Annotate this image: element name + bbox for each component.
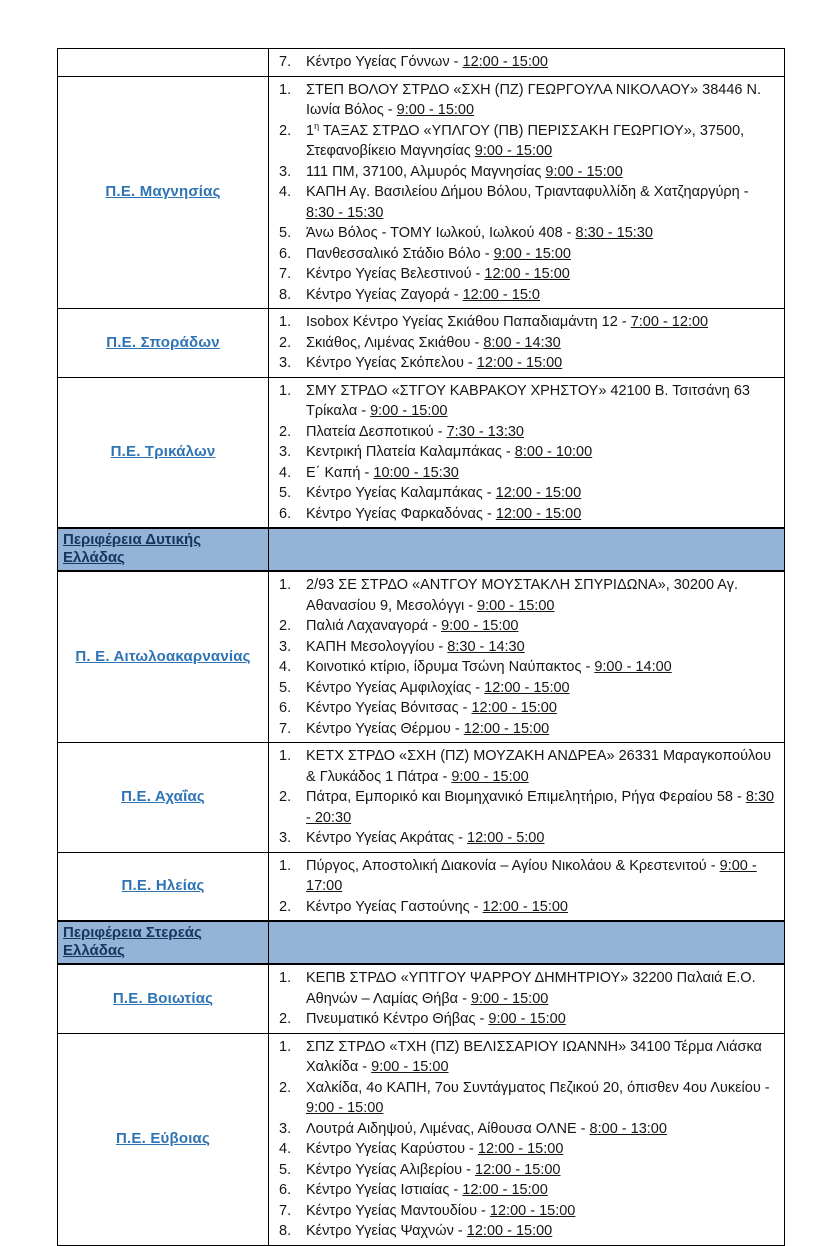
region-cell <box>58 852 269 921</box>
list-item <box>269 719 780 740</box>
item-text: Κοινοτικό κτίριο, ίδρυμα Τσώνη Ναύπακτος - 9:00 - 14:00 <box>306 659 672 675</box>
region-link[interactable]: Π.Ε. Σποράδων <box>106 333 220 351</box>
item-text: ΚΑΠΗ Μεσολογγίου - 8:30 - 14:30 <box>306 638 525 655</box>
item-text: ΚΕΠΒ ΣΤΡΔΟ «ΥΠΤΓΟΥ ΨΑΡΡΟΥ ΔΗΜΗΤΡΙΟΥ» 32200 Παλαιά Ε.Ο. Αθηνών – Λαμίας Θήβα - 9:00 - 15:00 <box>306 970 756 1007</box>
region-group-header-spacer <box>269 921 785 964</box>
region-row <box>58 309 785 378</box>
region-row <box>58 743 785 853</box>
list-item <box>269 1180 780 1201</box>
item-hours: 8:00 - 14:30 <box>483 334 561 351</box>
item-number: 5. <box>279 485 292 501</box>
item-number: 6. <box>279 505 292 522</box>
items-cell <box>269 76 785 309</box>
region-row <box>58 76 785 309</box>
item-hours: 9:00 - 15:00 <box>396 102 475 118</box>
item-number: 6. <box>279 245 292 262</box>
list-item <box>269 616 780 637</box>
region-row <box>58 964 785 1033</box>
item-number: 7. <box>279 1202 292 1219</box>
item-hours: 9:00 - 15:00 <box>370 403 448 419</box>
item-number: 1. <box>279 382 292 399</box>
list-item <box>269 746 780 787</box>
item-number: 2. <box>279 898 292 915</box>
item-number: 1. <box>279 748 292 764</box>
item-hours: 12:00 - 15:0 <box>462 286 540 303</box>
region-group-label[interactable]: Περιφέρεια Στερεάς Ελλάδας <box>63 924 202 959</box>
list-item <box>269 678 780 699</box>
item-hours: 12:00 - 15:00 <box>495 505 582 522</box>
item-hours: 7:30 - 13:30 <box>446 423 524 440</box>
item-text: Κέντρο Υγείας Ακράτας - 12:00 - 5:00 <box>306 830 545 846</box>
region-row <box>58 571 785 743</box>
list-item <box>269 657 780 678</box>
region-cell <box>58 1033 269 1245</box>
list-item <box>269 442 780 463</box>
region-group-header-cell <box>58 921 269 964</box>
region-cell <box>58 377 269 528</box>
list-item <box>269 52 780 73</box>
item-number: 7. <box>279 54 292 70</box>
items-cell <box>269 1033 785 1245</box>
region-row <box>58 852 785 921</box>
region-group-label[interactable]: Περιφέρεια Δυτικής Ελλάδας <box>63 531 201 566</box>
region-cell <box>58 571 269 743</box>
item-text: Παλιά Λαχαναγορά - 9:00 - 15:00 <box>306 618 519 634</box>
list-item <box>269 80 780 121</box>
list-item <box>269 856 780 897</box>
items-cell <box>269 852 785 921</box>
item-hours: 12:00 - 15:00 <box>462 54 548 70</box>
items-cell <box>269 49 785 77</box>
item-number: 8. <box>279 286 292 303</box>
item-number: 4. <box>279 1141 292 1157</box>
item-hours: 10:00 - 15:30 <box>373 464 459 481</box>
region-row <box>58 1033 785 1245</box>
item-hours: 12:00 - 15:00 <box>463 720 550 737</box>
list-item <box>269 787 780 828</box>
item-hours: 12:00 - 15:00 <box>471 700 557 716</box>
list-item <box>269 1009 780 1030</box>
item-number: 8. <box>279 1223 292 1239</box>
item-text: 111 ΠΜ, 37100, Αλμυρός Μαγνησίας 9:00 - 15:00 <box>306 163 623 180</box>
item-number: 2. <box>279 1011 292 1027</box>
item-hours: 9:00 - 17:00 <box>306 857 757 894</box>
item-hours: 8:30 - 14:30 <box>447 638 525 655</box>
list-item <box>269 483 780 504</box>
item-text: ΚΕΤΧ ΣΤΡΔΟ «ΣΧΗ (ΠΖ) ΜΟΥΖΑΚΗ ΑΝΔΡΕΑ» 26331 Μαραγκοπούλου & Γλυκάδος 1 Πάτρα - 9:00 - 15:00 <box>306 748 772 785</box>
region-link[interactable]: Π.Ε. Αχαΐας <box>121 788 205 806</box>
item-text: Isobox Κέντρο Υγείας Σκιάθου Παπαδιαμάντη 12 - 7:00 - 12:00 <box>306 314 709 330</box>
region-link[interactable]: Π.Ε. Εύβοιας <box>116 1130 210 1147</box>
item-hours: 9:00 - 15:00 <box>306 1100 384 1116</box>
list-item <box>269 1139 780 1160</box>
item-hours: 8:30 - 15:30 <box>306 204 384 221</box>
item-hours: 9:00 - 15:00 <box>441 618 519 634</box>
item-text: Κέντρο Υγείας Βόνιτσας - 12:00 - 15:00 <box>306 700 557 716</box>
item-hours: 12:00 - 5:00 <box>467 830 545 846</box>
list-item <box>269 575 780 616</box>
item-hours: 8:30 - 15:30 <box>575 225 653 241</box>
table-body <box>58 49 785 1246</box>
superscript: η <box>314 120 320 131</box>
item-hours: 9:00 - 15:00 <box>545 163 623 180</box>
list-item <box>269 463 780 484</box>
item-number: 1. <box>279 314 292 330</box>
region-link[interactable]: Π.Ε. Τρικάλων <box>110 443 216 461</box>
item-text: 2/93 ΣΕ ΣΤΡΔΟ «ΑΝΤΓΟΥ ΜΟΥΣΤΑΚΛΗ ΣΠΥΡΙΔΩΝΑ», 30200 Αγ. Αθανασίου 9, Μεσολόγγι - 9:00 - 15:00 <box>306 577 738 614</box>
item-text: ΣΠΖ ΣΤΡΔΟ «ΤΧΗ (ΠΖ) ΒΕΛΙΣΣΑΡΙΟΥ ΙΩΑΝΝΗ» 34100 Τέρμα Λιάσκα Χαλκίδα - 9:00 - 15:00 <box>306 1038 762 1075</box>
item-number: 2. <box>279 334 292 351</box>
list-item <box>269 182 780 223</box>
region-cell <box>58 309 269 378</box>
item-text: $1^\eta$ ΤΑΞΑΣ ΣΤΡΔΟ «ΥΠΛΓΟΥ (ΠΒ) ΠΕΡΙΣΣΑΚΗ ΓΕΩΡΓΙΟΥ», 37500, Στεφανοβίκειο Μαγνησίας 9:00 - 15:00 <box>306 120 745 159</box>
item-hours: 8:00 - 10:00 <box>514 444 593 460</box>
item-number: 7. <box>279 720 292 737</box>
items-cell <box>269 571 785 743</box>
item-text: Πάτρα, Εμπορικό και Βιομηχανικό Επιμελητήριο, Ρήγα Φεραίου 58 - 8:30 - 20:30 <box>306 789 775 826</box>
item-hours: 12:00 - 15:00 <box>476 355 563 371</box>
vaccination-locations-table <box>57 48 785 1246</box>
item-number: 4. <box>279 464 292 481</box>
item-hours: 12:00 - 15:00 <box>489 1202 576 1219</box>
item-number: 3. <box>279 163 292 180</box>
region-group-header-row <box>58 921 785 964</box>
item-hours: 8:30 - 20:30 <box>306 789 775 826</box>
items-cell <box>269 964 785 1033</box>
item-number: 1. <box>279 81 292 98</box>
item-text: Κέντρο Υγείας Ιστιαίας - 12:00 - 15:00 <box>306 1182 548 1198</box>
item-hours: 9:00 - 15:00 <box>371 1059 449 1075</box>
list-item <box>269 244 780 265</box>
item-hours: 9:00 - 15:00 <box>493 245 571 262</box>
items-cell <box>269 309 785 378</box>
item-text: ΣΤΕΠ ΒΟΛΟΥ ΣΤΡΔΟ «ΣΧΗ (ΠΖ) ΓΕΩΡΓΟΥΛΑ ΝΙΚΟΛΑΟΥ» 38446 Ν. Ιωνία Βόλος - 9:00 - 15:00 <box>306 81 761 118</box>
item-number: 6. <box>279 1182 292 1198</box>
list-item <box>269 121 780 162</box>
item-hours: 12:00 - 15:00 <box>466 1223 553 1239</box>
item-number: 3. <box>279 1120 292 1137</box>
item-text: Κέντρο Υγείας Ψαχνών - 12:00 - 15:00 <box>306 1223 553 1239</box>
region-row <box>58 377 785 528</box>
items-cell <box>269 377 785 528</box>
region-group-header-cell <box>58 528 269 571</box>
item-number: 5. <box>279 1161 292 1178</box>
item-hours: 12:00 - 15:00 <box>477 1141 564 1157</box>
item-text: Χαλκίδα, 4ο ΚΑΠΗ, 7ου Συντάγματος Πεζικού 20, όπισθεν 4ου Λυκείου - 9:00 - 15:00 <box>306 1079 770 1116</box>
item-number: 2. <box>279 122 292 139</box>
item-hours: 12:00 - 15:00 <box>484 679 570 696</box>
list-item <box>269 381 780 422</box>
item-text: Σκιάθος, Λιμένας Σκιάθου - 8:00 - 14:30 <box>306 334 561 351</box>
region-cell <box>58 49 269 77</box>
list-item <box>269 1119 780 1140</box>
item-hours: 12:00 - 15:00 <box>495 485 582 501</box>
list-item <box>269 264 780 285</box>
item-hours: 9:00 - 15:00 <box>488 1011 566 1027</box>
list-item <box>269 312 780 333</box>
item-number: 2. <box>279 423 292 440</box>
list-item <box>269 637 780 658</box>
item-hours: 9:00 - 15:00 <box>470 990 549 1007</box>
item-hours: 12:00 - 15:00 <box>462 1182 548 1198</box>
item-text: Κέντρο Υγείας Αμφιλοχίας - 12:00 - 15:00 <box>306 679 570 696</box>
item-hours: 9:00 - 15:00 <box>451 768 529 785</box>
item-number: 2. <box>279 1079 292 1096</box>
item-number: 1. <box>279 577 292 593</box>
item-number: 1. <box>279 970 292 986</box>
item-hours: 12:00 - 15:00 <box>482 898 568 915</box>
list-item <box>269 1201 780 1222</box>
item-text: Κέντρο Υγείας Αλιβερίου - 12:00 - 15:00 <box>306 1161 561 1178</box>
item-text: Κέντρο Υγείας Καρύστου - 12:00 - 15:00 <box>306 1141 564 1157</box>
item-text: Ε΄ Καπή - 10:00 - 15:30 <box>306 464 459 481</box>
region-group-header-row <box>58 528 785 571</box>
list-item <box>269 1078 780 1119</box>
item-number: 3. <box>279 638 292 655</box>
item-text: Κέντρο Υγείας Σκόπελου - 12:00 - 15:00 <box>306 355 563 371</box>
item-text: Κέντρο Υγείας Ζαγορά - 12:00 - 15:0 <box>306 286 540 303</box>
list-item <box>269 353 780 374</box>
region-link[interactable]: Π.Ε. Μαγνησίας <box>105 183 221 201</box>
item-number: 5. <box>279 679 292 696</box>
item-hours: 12:00 - 15:00 <box>475 1161 561 1178</box>
item-text: Κέντρο Υγείας Γόννων - 12:00 - 15:00 <box>306 54 548 70</box>
list-item <box>269 1160 780 1181</box>
region-cell <box>58 76 269 309</box>
item-number: 5. <box>279 225 292 241</box>
item-number: 3. <box>279 830 292 846</box>
region-cell <box>58 743 269 853</box>
item-text: Κέντρο Υγείας Γαστούνης - 12:00 - 15:00 <box>306 898 568 915</box>
list-item <box>269 333 780 354</box>
items-cell <box>269 743 785 853</box>
region-cell <box>58 964 269 1033</box>
item-text: Πλατεία Δεσποτικού - 7:30 - 13:30 <box>306 423 524 440</box>
item-number: 2. <box>279 789 292 805</box>
item-text: Κεντρική Πλατεία Καλαμπάκας - 8:00 - 10:00 <box>306 444 593 460</box>
list-item <box>269 828 780 849</box>
item-text: Άνω Βόλος - ΤΟΜΥ Ιωλκού, Ιωλκού 408 - 8:30 - 15:30 <box>306 225 653 241</box>
region-link[interactable]: Π. Ε. Αιτωλοακαρνανίας <box>75 648 251 665</box>
region-group-header-spacer <box>269 528 785 571</box>
item-hours: 8:00 - 13:00 <box>589 1120 667 1137</box>
item-text: Κέντρο Υγείας Μαντουδίου - 12:00 - 15:00 <box>306 1202 576 1219</box>
item-hours: 9:00 - 15:00 <box>474 143 553 159</box>
item-number: 2. <box>279 618 292 634</box>
list-item <box>269 968 780 1009</box>
item-number: 7. <box>279 266 292 282</box>
item-text: Πανθεσσαλικό Στάδιο Βόλο - 9:00 - 15:00 <box>306 245 571 262</box>
list-item <box>269 162 780 183</box>
item-number: 6. <box>279 700 292 716</box>
item-text: Κέντρο Υγείας Φαρκαδόνας - 12:00 - 15:00 <box>306 505 582 522</box>
list-item <box>269 422 780 443</box>
list-item <box>269 1037 780 1078</box>
item-number: 4. <box>279 659 292 675</box>
item-number: 3. <box>279 355 292 371</box>
item-number: 3. <box>279 444 292 460</box>
item-hours: 7:00 - 12:00 <box>630 314 709 330</box>
list-item <box>269 223 780 244</box>
item-text: Κέντρο Υγείας Καλαμπάκας - 12:00 - 15:00 <box>306 485 582 501</box>
item-number: 1. <box>279 1038 292 1055</box>
list-item <box>269 285 780 306</box>
item-text: Πύργος, Αποστολική Διακονία – Αγίου Νικολάου & Κρεστενιτού - 9:00 - 17:00 <box>306 857 757 894</box>
list-item <box>269 897 780 918</box>
item-hours: 9:00 - 14:00 <box>594 659 672 675</box>
list-item <box>269 504 780 525</box>
item-text: Λουτρά Αιδηψού, Λιμένας, Αίθουσα ΟΛΝΕ - 8:00 - 13:00 <box>306 1120 667 1137</box>
region-row <box>58 49 785 77</box>
item-text: ΚΑΠΗ Αγ. Βασιλείου Δήμου Βόλου, Τριανταφυλλίδη & Χατζηαργύρη - 8:30 - 15:30 <box>306 184 749 221</box>
item-hours: 9:00 - 15:00 <box>477 597 555 614</box>
list-item <box>269 698 780 719</box>
item-text: Κέντρο Υγείας Θέρμου - 12:00 - 15:00 <box>306 720 550 737</box>
item-text: ΣΜΥ ΣΤΡΔΟ «ΣΤΓΟΥ ΚΑΒΡΑΚΟΥ ΧΡΗΣΤΟΥ» 42100 Β. Τσιτσάνη 63 Τρίκαλα - 9:00 - 15:00 <box>306 382 750 419</box>
item-text: Κέντρο Υγείας Βελεστινού - 12:00 - 15:00 <box>306 266 570 282</box>
item-text: Πνευματικό Κέντρο Θήβας - 9:00 - 15:00 <box>306 1011 566 1027</box>
list-item <box>269 1221 780 1242</box>
item-hours: 12:00 - 15:00 <box>484 266 570 282</box>
item-number: 4. <box>279 184 292 200</box>
region-link[interactable]: Π.Ε. Βοιωτίας <box>112 989 214 1007</box>
item-number: 1. <box>279 857 292 874</box>
region-link[interactable]: Π.Ε. Ηλείας <box>121 877 205 895</box>
